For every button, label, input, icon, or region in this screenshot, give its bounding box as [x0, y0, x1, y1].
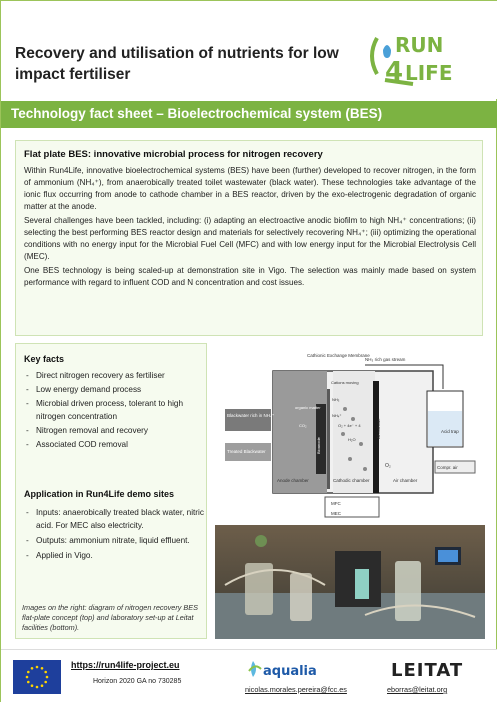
o2-label: O₂ — [385, 463, 391, 469]
image-caption: Images on the right: diagram of nitrogen recovery BES flat-plate concept (top) and laboratory set-up at Leitat facilities (bottom). — [22, 603, 199, 632]
leitat-email-link[interactable]: eborras@leitat.org — [387, 685, 448, 694]
bes-diagram — [215, 349, 485, 521]
cathode-chamber-label: Cathodic chamber — [333, 478, 370, 483]
mec-label: MEC — [331, 511, 341, 516]
intro-paragraph: Several challenges have been tackled, including: (i) adapting an electroactive anodic biofilm to high NH₄⁺ concentrations; (ii) selecting the best performing BES reactor design and materials for selectively recovering NH₄⁺; (iii) optimizing the operational conditions with no energy input for the Microbial Fuel Cell (MFC) and with low energy input for the Microbial Electrolysis Cell (MEC). — [24, 216, 476, 261]
grant-text: Horizon 2020 GA no 730285 — [93, 678, 182, 685]
key-facts-heading: Key facts — [24, 354, 65, 364]
mfc-label: MFC — [331, 501, 341, 506]
nh4-label: NH₄⁺ — [332, 413, 342, 418]
logo-run-text: RUN — [395, 33, 444, 57]
section-banner — [1, 101, 497, 128]
list-item: - Outputs: ammonium nitrate, liquid effluent. — [24, 534, 204, 547]
air-chamber-label: Air chamber — [393, 478, 418, 483]
application-heading: Application in Run4Life demo sites — [24, 489, 175, 499]
list-item: - Associated COD removal — [24, 438, 204, 451]
equation-label: O₂ + 4e⁻ + 4 — [338, 423, 361, 428]
acid-trap-label: Acid trap — [441, 429, 459, 434]
list-item: - Nitrogen removal and recovery — [24, 424, 204, 437]
aqualia-logo — [247, 657, 337, 681]
aircathode-label: Air-cathode — [376, 418, 381, 439]
co2-label: CO₂ — [299, 423, 307, 428]
list-item: - Applied in Vigo. — [24, 549, 204, 562]
nh3-stream-label: NH₃ rich gas stream — [365, 357, 406, 362]
logo-four-text: 4 — [385, 57, 404, 87]
bioanode-label: Bioanode — [316, 437, 321, 454]
list-item: - Low energy demand process — [24, 383, 204, 396]
organic-matter-label: organic matter — [295, 405, 321, 410]
banner-title: Technology fact sheet – Bioelectrochemical system (BES) — [11, 106, 383, 121]
compr-air-label: Compr. air — [437, 465, 458, 470]
header — [1, 1, 497, 99]
application-list — [24, 506, 204, 564]
key-facts-list — [24, 369, 204, 452]
leitat-logo: LEITAT — [391, 660, 464, 681]
intro-heading: Flat plate BES: innovative microbial process for nitrogen recovery — [24, 149, 323, 160]
cation-label: Cations moving — [331, 380, 359, 385]
aqualia-email-link[interactable]: nicolas.morales.pereira@fcc.es — [245, 685, 347, 694]
list-item: - Microbial driven process, tolerant to high nitrogen concentration — [24, 397, 204, 423]
intro-panel — [15, 140, 483, 336]
nh3-label: NH₃ — [332, 397, 340, 402]
anode-chamber-label: Anode chamber — [277, 478, 309, 483]
list-item: - Direct nitrogen recovery as fertiliser — [24, 369, 204, 382]
membrane-label: Cathionic Exchange Membrane — [307, 353, 370, 358]
logo-life-text: LIFE — [405, 61, 453, 85]
treated-label: Treated Blackwater — [227, 449, 266, 454]
lab-setup-photo — [215, 525, 485, 639]
website-link[interactable]: https://run4life-project.eu — [71, 660, 180, 670]
h2o-label: H₂O — [348, 437, 356, 442]
page-title: Recovery and utilisation of nutrients for low impact fertiliser — [15, 45, 339, 83]
footer — [1, 649, 497, 702]
eu-flag-icon — [13, 660, 61, 694]
run4life-logo — [365, 28, 485, 90]
facts-panel — [15, 343, 207, 639]
intro-paragraph: Within Run4Life, innovative bioelectrochemical systems (BES) have been (further) developed to recover nitrogen, in the form of ammonium (NH₄⁺), from anaerobically treated toilet wastewater (black water). These technologies take advantage of the ionic flux occurring from anode to cathode chamber in a BES reactor, driven by the exo-electrogenic degradation of organic matter at the anode. — [24, 166, 476, 211]
aqualia-logo-text: aqualia — [263, 664, 317, 679]
blackwater-in-label: Blackwater rich in NH₄⁺ — [227, 413, 275, 418]
intro-paragraph: One BES technology is being scaled-up at demonstration site in Vigo. The selection was mainly made based on system performance with regard to influent COD and N concentration and cost issues. — [24, 266, 476, 287]
intro-body — [24, 165, 476, 291]
list-item: - Inputs: anaerobically treated black water, nitric acid. For MEC also electricity. — [24, 506, 204, 532]
